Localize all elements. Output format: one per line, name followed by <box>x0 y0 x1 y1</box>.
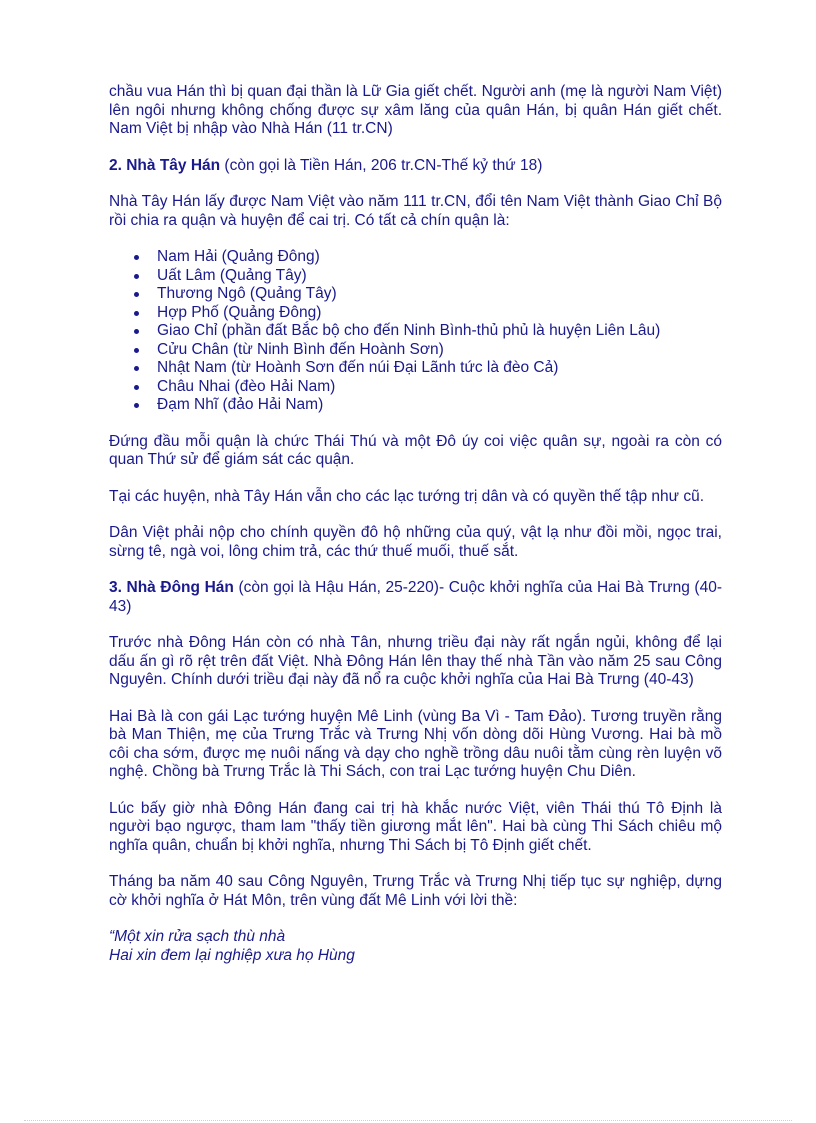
list-item: Hợp Phố (Quảng Đông) <box>157 304 722 323</box>
list-item: Uất Lâm (Quảng Tây) <box>157 267 722 286</box>
section-heading-title: 3. Nhà Đông Hán <box>109 579 234 596</box>
list-item: Giao Chỉ (phần đất Bắc bộ cho đến Ninh Bình-thủ phủ là huyện Liên Lâu) <box>157 322 722 341</box>
paragraph-lac-tuong: Tại các huyện, nhà Tây Hán vẫn cho các lạc tướng trị dân và có quyền thế tập như cũ. <box>109 487 705 505</box>
section-heading-title: 2. Nhà Tây Hán <box>109 156 221 174</box>
list-item: Nam Hải (Quảng Đông) <box>157 248 722 267</box>
paragraph-thai-thu: Đứng đầu mỗi quận là chức Thái Thú và một Đô úy coi việc quân sự, ngoài ra còn có quan Thứ sử để giám sát các quận. <box>109 432 722 468</box>
paragraph-tribute: Dân Việt phải nộp cho chính quyền đô hộ những của quý, vật lạ như đồi mồi, ngọc trai, sừng tê, ngà voi, lông chim trả, các thứ thuế muối, thuế sắt. <box>109 524 722 560</box>
paragraph-nam-viet-end: chầu vua Hán thì bị quan đại thần là Lữ Gia giết chết. Người anh (mẹ là người Nam Việt) lên ngôi nhưng không chống được sự xâm lăng của quân Hán, bị quân Hán giết chết. Nam Việt bị nhập vào Nhà Hán (11 tr.CN) <box>109 83 722 137</box>
paragraph-dong-han-intro: Trước nhà Đông Hán còn có nhà Tân, nhưng triều đại này rất ngắn ngủi, không để lại dấu ấn gì rõ rệt trên đất Việt. Nhà Đông Hán lên thay thế nhà Tần vào năm 25 sau Công Nguyên. Chính dưới triều đại này đã nổ ra cuộc khởi nghĩa của Hai Bà Trưng (40-43) <box>109 634 722 688</box>
list-item: Nhật Nam (từ Hoành Sơn đến núi Đại Lãnh tức là đèo Cả) <box>157 359 722 378</box>
paragraph-uprising: Tháng ba năm 40 sau Công Nguyên, Trưng Trắc và Trưng Nhị tiếp tục sự nghiệp, dựng cờ khởi nghĩa ở Hát Môn, trên vùng đất Mê Linh với lời thề: <box>109 873 722 909</box>
paragraph-to-dinh: Lúc bấy giờ nhà Đông Hán đang cai trị hà khắc nước Việt, viên Thái thú Tô Định là người bạo ngược, tham lam "thấy tiền giương mắt lên". Hai bà cùng Thi Sách chiêu mộ nghĩa quân, chuẩn bị khởi nghĩa, nhưng Thi Sách bị Tô Định giết chết. <box>109 799 722 854</box>
section-heading-subtitle: (còn gọi là Tiền Hán, 206 tr.CN-Thế kỷ thứ 18) <box>220 156 543 174</box>
list-item: Đạm Nhĩ (đảo Hải Nam) <box>157 396 722 415</box>
section-heading-tay-han <box>109 157 722 176</box>
page-bottom-divider <box>24 1120 792 1121</box>
district-list <box>109 248 722 415</box>
oath-verse-line-1: “Một xin rửa sạch thù nhà <box>109 928 286 945</box>
list-item: Cửu Chân (từ Ninh Bình đến Hoành Sơn) <box>157 341 722 360</box>
document-page <box>109 83 722 965</box>
list-item: Châu Nhai (đèo Hải Nam) <box>157 378 722 397</box>
oath-verse-line-2: Hai xin đem lại nghiệp xưa họ Hùng <box>109 946 355 964</box>
paragraph-tay-han-intro: Nhà Tây Hán lấy được Nam Việt vào năm 111 tr.CN, đổi tên Nam Việt thành Giao Chỉ Bộ rồi chia ra quận và huyện để cai trị. Có tất cả chín quận là: <box>109 193 722 229</box>
list-item: Thương Ngô (Quảng Tây) <box>157 285 722 304</box>
paragraph-hai-ba: Hai Bà là con gái Lạc tướng huyện Mê Linh (vùng Ba Vì - Tam Đảo). Tương truyền rằng bà Man Thiện, mẹ của Trưng Trắc và Trưng Nhị vốn dòng dõi Hùng Vương. Hai bà mồ côi cha sớm, được mẹ nuôi nấng và dạy cho nghề trồng dâu nuôi tằm cùng rèn luyện võ nghệ. Chồng bà Trưng Trắc là Thi Sách, con trai Lạc tướng huyện Chu Diên. <box>109 707 722 780</box>
section-heading-dong-han <box>109 579 722 616</box>
section-heading-subtitle: (còn gọi là Hậu Hán, 25-220)- Cuộc khởi nghĩa của Hai Bà Trưng (40-43) <box>109 579 722 615</box>
